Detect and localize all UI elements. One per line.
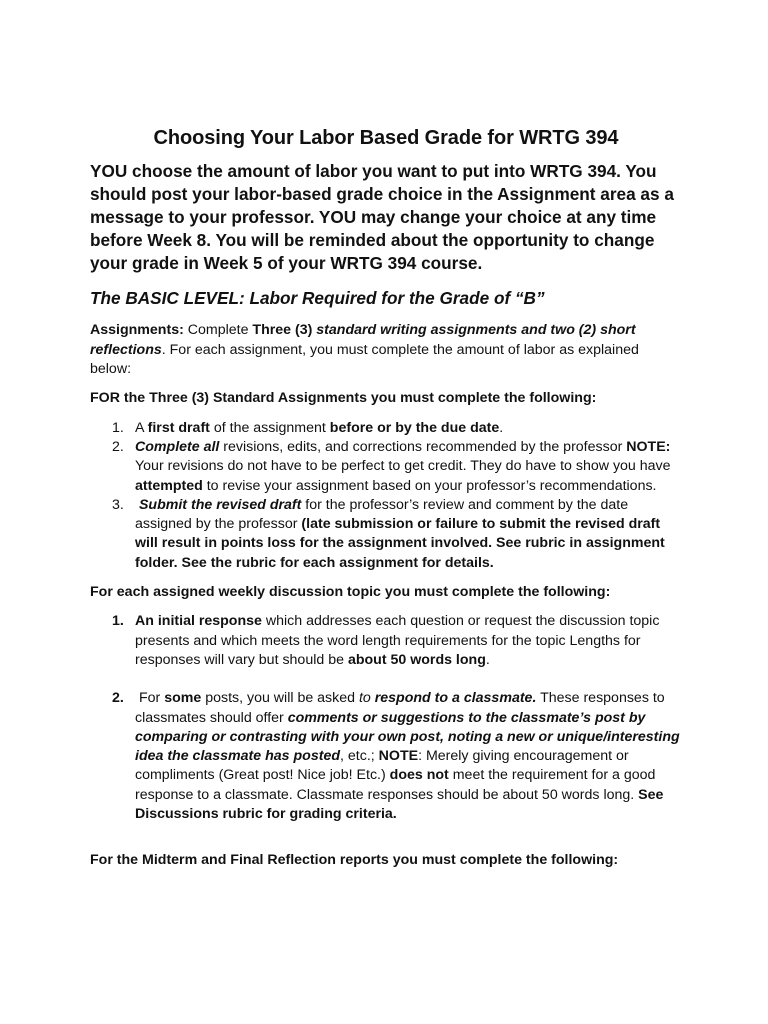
- item-text: revisions, edits, and corrections recommended by the professor: [219, 438, 627, 455]
- item-text: A: [135, 419, 148, 436]
- item-bold: first draft: [147, 419, 210, 436]
- item-bold: does not: [389, 767, 449, 784]
- list-item: [90, 689, 682, 824]
- item-text: posts, you will be asked: [201, 690, 359, 707]
- item-bold: before or by the due date: [329, 419, 500, 436]
- basic-level-heading: The BASIC LEVEL: Labor Required for the Grade of “B”: [90, 288, 545, 309]
- assignments-text: . For each assignment, you must complete the amount of labor as explained below:: [90, 341, 639, 378]
- item-bold: NOTE: [378, 748, 419, 765]
- intro-paragraph: YOU choose the amount of labor you want to put into WRTG 394. You should post your labor-based grade choice in the Assignment area as a message to your professor. YOU may change your choice at any time before Week 8. You will be reminded about the opportunity to change your grade in Week 5 of your WRTG 394 course.: [90, 161, 674, 274]
- list-number: 2.: [112, 690, 124, 707]
- standard-assignments-list: [90, 419, 682, 573]
- item-bold: about 50 words long: [347, 651, 486, 668]
- assignments-emphasis: standard writing assignments and two (2) short reflections: [90, 322, 636, 358]
- item-bold: attempted: [135, 477, 203, 494]
- item-italic: to: [358, 690, 375, 707]
- item-emphasis: Complete all: [135, 438, 220, 455]
- item-text: meet the requirement for a good response to a classmate. Classmate responses should be about 50 words long.: [135, 767, 656, 803]
- document-title: Choosing Your Labor Based Grade for WRTG 394: [153, 127, 619, 149]
- assignments-count: Three (3): [252, 322, 313, 339]
- item-bold: (late submission or failure to submit the revised draft will result in points loss for the assignment involved. See rubric in assignment folder. See the rubric for each assignment for details.: [135, 516, 665, 571]
- item-bold: See Discussions rubric for grading criteria.: [135, 786, 664, 822]
- item-bold: An initial response: [135, 613, 262, 630]
- list-item: [90, 438, 682, 496]
- list-item: [90, 612, 682, 670]
- item-bold: NOTE:: [626, 438, 671, 455]
- item-text: , etc.;: [340, 748, 379, 765]
- discussion-list: [90, 612, 682, 824]
- item-text: : Merely giving encouragement or compliments (Great post! Nice job! Etc.): [135, 748, 629, 784]
- document-content: [90, 124, 682, 871]
- reflection-heading: For the Midterm and Final Reflection reports you must complete the following:: [90, 852, 619, 869]
- item-text: .: [485, 651, 490, 668]
- item-text: For: [138, 690, 165, 707]
- item-emphasis: comments or suggestions to the classmate’s post by comparing or contrasting with your own post, noting a new or unique/interesting idea the classmate has posted: [135, 709, 680, 765]
- list-item: [90, 496, 682, 573]
- item-bold: some: [164, 690, 202, 707]
- discussion-heading: For each assigned weekly discussion topic you must complete the following:: [90, 584, 611, 601]
- item-text: These responses to classmates should offer: [135, 690, 665, 726]
- list-item: [90, 419, 682, 438]
- item-text: for the professor’s review and comment by the date assigned by the professor: [135, 496, 629, 533]
- standard-assignments-heading: FOR the Three (3) Standard Assignments you must complete the following:: [90, 390, 597, 407]
- item-text: of the assignment: [209, 419, 330, 436]
- assignments-label: Assignments:: [90, 322, 184, 339]
- item-emphasis: Submit the revised draft: [138, 496, 302, 513]
- assignments-paragraph: [90, 321, 682, 379]
- list-number: 1.: [112, 419, 124, 436]
- list-number: 1.: [112, 613, 124, 630]
- item-text: Your revisions do not have to be perfect to get credit. They do have to show you have: [135, 458, 671, 475]
- item-text: to revise your assignment based on your professor’s recommendations.: [202, 477, 657, 494]
- list-number: 3.: [112, 496, 124, 513]
- item-text: which addresses each question or request the discussion topic presents and which meets the word length requirements for the topic Lengths for responses will vary but should be: [135, 613, 660, 668]
- list-number: 2.: [112, 438, 124, 455]
- assignments-text: Complete: [183, 322, 253, 339]
- item-text: .: [499, 419, 504, 436]
- item-emphasis: respond to a classmate.: [374, 690, 537, 707]
